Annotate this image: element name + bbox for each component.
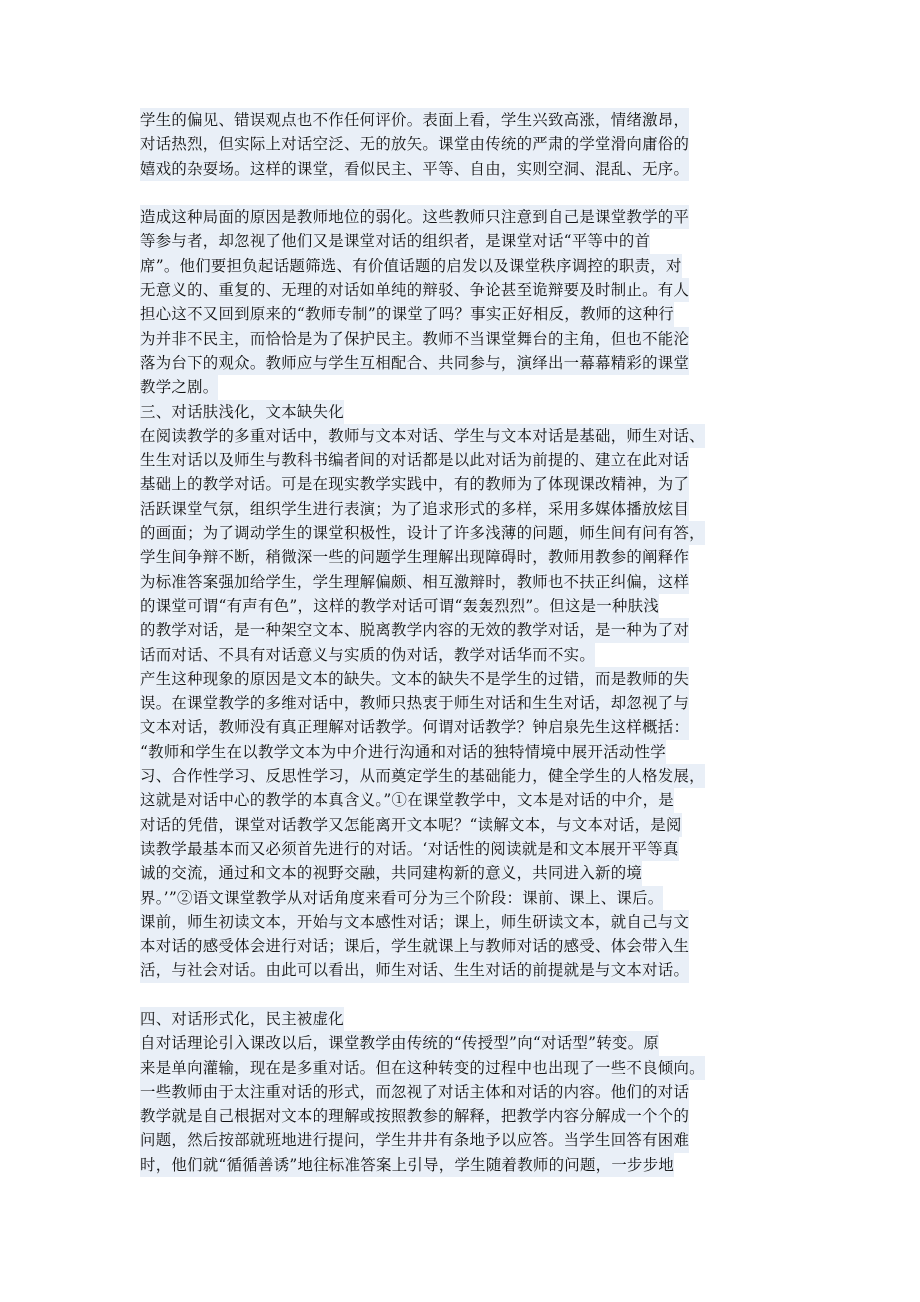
text-line: 习、合作性学习、反思性学习，从而奠定学生的基础能力，健全学生的人格发展， [140,764,705,788]
text-line: 的课堂可谓“有声有色”，这样的教学对话可谓“轰轰烈烈”。但这是一种肤浅 [140,594,659,618]
text-line: 为标准答案强加给学生，学生理解偏颇、相互激辩时，教师也不扶正纠偏，这样 [140,570,689,594]
text-line: 课前，师生初读文本，开始与文本感性对话；课上，师生研读文本，就自己与文 [140,910,689,934]
text-line: 学生的偏见、错误观点也不作任何评价。表面上看，学生兴致高涨，情绪激昂， [140,108,689,132]
text-line: 误。在课堂教学的多维对话中，教师只热衷于师生对话和生生对话，却忽视了与 [140,691,689,715]
text-line: 自对话理论引入课改以后，课堂教学由传统的“传授型”向“对话型”转变。原 [140,1031,659,1055]
text-line: 问题，然后按部就班地进行提问，学生井井有条地予以应答。当学生回答有困难 [140,1128,689,1152]
text-line: 基础上的教学对话。可是在现实教学实践中，有的教师为了体现课改精神，为了 [140,472,689,496]
text-line: 本对话的感受体会进行对话；课后，学生就课上与教师对话的感受、体会带入生 [140,934,689,958]
text-line: 产生这种现象的原因是文本的缺失。文本的缺失不是学生的过错，而是教师的失 [140,667,689,691]
text-line: 席”。他们要担负起话题筛选、有价值话题的启发以及课堂秩序调控的职责，对 [140,254,682,278]
text-line: 诚的交流，通过和文本的视野交融，共同建构新的意义，共同进入新的境 [140,861,642,885]
text-line: 嬉戏的杂耍场。这样的课堂，看似民主、平等、自由，实则空洞、混乱、无序。 [140,157,689,181]
text-line: 读教学最基本而又必须首先进行的对话。‘对话性的阅读就是和文本展开平等真 [140,837,679,861]
text-line: 担心这不又回到原来的“教师专制”的课堂了吗？事实正好相反，教师的这种行 [140,302,674,326]
section-heading: 三、对话肤浅化，文本缺失化 [140,400,344,424]
text-line: 的画面；为了调动学生的课堂积极性，设计了许多浅薄的问题，师生间有问有答， [140,521,705,545]
document-page [140,108,780,1177]
text-line: 为并非不民主，而恰恰是为了保护民主。教师不当课堂舞台的主角，但也不能沦 [140,327,689,351]
paragraph-gap [140,983,780,1007]
text-line: 活，与社会对话。由此可以看出，师生对话、生生对话的前提就是与文本对话。 [140,958,689,982]
text-line: 这就是对话中心的教学的本真含义。”①在课堂教学中，文本是对话的中介，是 [140,788,674,812]
paragraph-block-1 [140,108,780,181]
text-line: 无意义的、重复的、无理的对话如单纯的辩驳、争论甚至诡辩要及时制止。有人 [140,278,689,302]
text-line: 文本对话，教师没有真正理解对话教学。何谓对话教学？钟启泉先生这样概括： [140,715,689,739]
text-line: 造成这种局面的原因是教师地位的弱化。这些教师只注意到自己是课堂教学的平 [140,205,689,229]
section-heading: 四、对话形式化，民主被虚化 [140,1007,344,1031]
text-line: 对话的凭借，课堂对话教学又怎能离开文本呢？“读解文本，与文本对话，是阅 [140,813,682,837]
text-line: “教师和学生在以教学文本为中介进行沟通和对话的独特情境中展开活动性学 [140,740,666,764]
paragraph-block-3 [140,1007,780,1177]
text-line: 学生间争辩不断，稍微深一些的问题学生理解出现障碍时，教师用教参的阐释作 [140,545,689,569]
text-line: 时，他们就“循循善诱”地往标准答案上引导，学生随着教师的问题，一步步地 [140,1153,674,1177]
text-line: 等参与者，却忽视了他们又是课堂对话的组织者，是课堂对话“平等中的首 [140,229,650,253]
text-line: 界。’”②语文课堂教学从对话角度来看可分为三个阶段：课前、课上、课后。 [140,886,663,910]
text-line: 在阅读教学的多重对话中，教师与文本对话、学生与文本对话是基础，师生对话、 [140,424,705,448]
text-line: 教学之剧。 [140,375,218,399]
text-line: 的教学对话，是一种架空文本、脱离教学内容的无效的教学对话，是一种为了对 [140,618,689,642]
text-line: 对话热烈，但实际上对话空泛、无的放矢。课堂由传统的严肃的学堂滑向庸俗的 [140,132,689,156]
paragraph-gap [140,181,780,205]
text-line: 来是单向灌输，现在是多重对话。但在这种转变的过程中也出现了一些不良倾向。 [140,1056,705,1080]
text-line: 教学就是自己根据对文本的理解或按照教参的解释，把教学内容分解成一个个的 [140,1104,689,1128]
text-line: 落为台下的观众。教师应与学生互相配合、共同参与，演绎出一幕幕精彩的课堂 [140,351,689,375]
text-line: 话而对话、不具有对话意义与实质的伪对话，教学对话华而不实。 [140,643,595,667]
text-line: 活跃课堂气氛，组织学生进行表演；为了追求形式的多样，采用多媒体播放炫目 [140,497,689,521]
text-line: 一些教师由于太注重对话的形式，而忽视了对话主体和对话的内容。他们的对话 [140,1080,689,1104]
text-line: 生生对话以及师生与教科书编者间的对话都是以此对话为前提的、建立在此对话 [140,448,689,472]
paragraph-block-2 [140,205,780,983]
